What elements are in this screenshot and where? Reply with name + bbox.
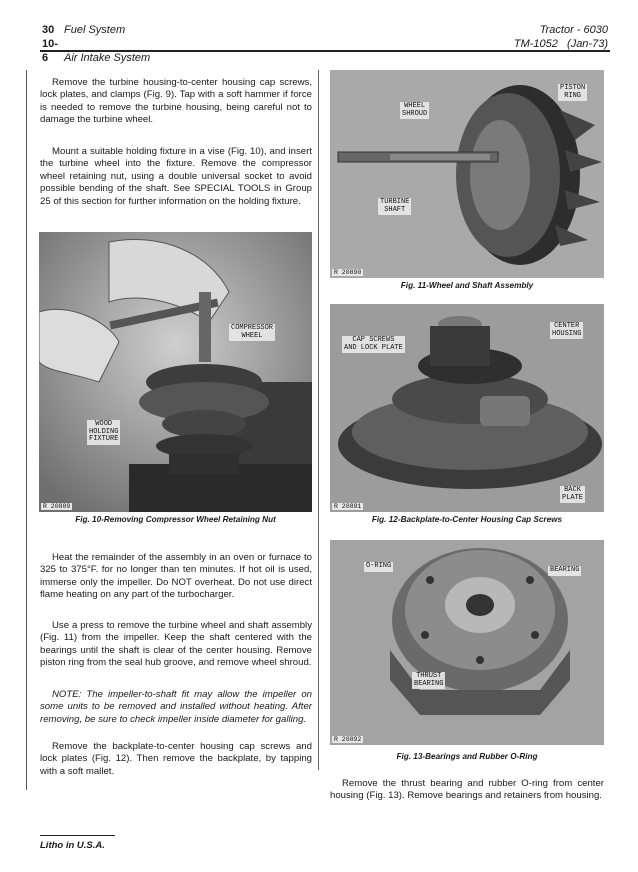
figure-12-caption: Fig. 12-Backplate-to-Center Housing Cap Screws	[371, 515, 563, 524]
paragraph-mount-fixture: Mount a suitable holding fixture in a vise (Fig. 10), and insert the turbine wheel into the fixture. Remove the compressor wheel retaining nut, using a double universal socket to avoid possible bending of the shaft. See SPECIAL TOOLS in Group 25 of this section for further information on the holding fixture.	[40, 146, 312, 207]
model-title: Tractor - 6030	[539, 24, 608, 36]
subsection-title: Air Intake System	[64, 52, 151, 64]
label-center-housing: CENTER HOUSING	[552, 322, 582, 338]
figure-11-photo-id: R 20890	[334, 269, 362, 276]
section-number: 10-6	[42, 38, 58, 64]
page-number: 30	[42, 24, 55, 36]
paragraph-remove-thrust-bearing: Remove the thrust bearing and rubber O-ring from center housing (Fig. 13). Remove bearings and retainers from housing.	[330, 778, 604, 802]
label-wheel-shroud: WHEEL SHROUD	[402, 102, 428, 118]
figure-12-photo	[330, 304, 604, 512]
paragraph-use-press: Use a press to remove the turbine wheel and shaft assembly (Fig. 11) from the impeller. Keep the shaft centered with the bearings until the shaft is clear of the center housing. Remove piston ring from the seal hub groove, and remove wheel shroud.	[40, 620, 312, 669]
note-impeller-fit: NOTE: The impeller-to-shaft fit may allow the impeller on some units to be removed and installed without heating. After removing, be sure to check impeller inside diameter for galling.	[40, 689, 312, 725]
label-back-plate: BACK PLATE	[562, 486, 584, 502]
paragraph-heat-assembly: Heat the remainder of the assembly in an oven or furnace to 325 to 375°F. for no longer than ten minutes. If hot oil is used, immerse only the impeller. Do NOT overheat. Do not use direct flame heating on any part of the turbocharger.	[40, 552, 312, 601]
manual-number: TM-1052 (Jan-73)	[513, 38, 608, 50]
section-title: Fuel System	[64, 24, 126, 36]
figure-10-photo	[39, 232, 312, 512]
paragraph-remove-backplate: Remove the backplate-to-center housing cap screws and lock plates (Fig. 12). Then remove the backplate, by tapping with a soft mallet.	[40, 741, 312, 777]
footer-rule	[40, 835, 115, 836]
column-rule	[318, 70, 319, 770]
figure-10-caption: Fig. 10-Removing Compressor Wheel Retaining Nut	[75, 515, 276, 524]
label-thrust-bearing: THRUST BEARING	[414, 672, 444, 688]
footer-litho: Litho in U.S.A.	[40, 840, 105, 851]
margin-rule	[26, 70, 27, 790]
label-compressor-wheel: COMPRESSOR WHEEL	[231, 324, 274, 340]
label-turbine-shaft: TURBINE SHAFT	[380, 198, 410, 214]
label-wood-fixture: WOOD HOLDING FIXTURE	[89, 420, 119, 443]
figure-10-photo-id: R 20889	[43, 503, 71, 510]
label-o-ring: O-RING	[366, 562, 392, 570]
header-rule	[40, 50, 610, 52]
label-cap-screws: CAP SCREWS AND LOCK PLATE	[344, 336, 403, 352]
figure-11-photo	[330, 70, 604, 278]
figure-13-photo	[330, 540, 604, 745]
paragraph-remove-turbine-housing: Remove the turbine housing-to-center housing cap screws, lock plates, and clamps (Fig. 9). Tap with a soft hammer if force is needed to remove the turbine housing, being careful not to damage the turbine wheel.	[40, 77, 312, 126]
figure-11-caption: Fig. 11-Wheel and Shaft Assembly	[400, 281, 534, 290]
figure-12-photo-id: R 20891	[334, 503, 362, 510]
header-right	[514, 23, 608, 51]
label-bearing: BEARING	[550, 566, 580, 574]
figure-13-caption: Fig. 13-Bearings and Rubber O-Ring	[396, 752, 538, 761]
label-piston-ring: PISTON RING	[560, 84, 586, 100]
header-left	[42, 23, 150, 65]
figure-13-photo-id: R 20892	[334, 736, 362, 743]
